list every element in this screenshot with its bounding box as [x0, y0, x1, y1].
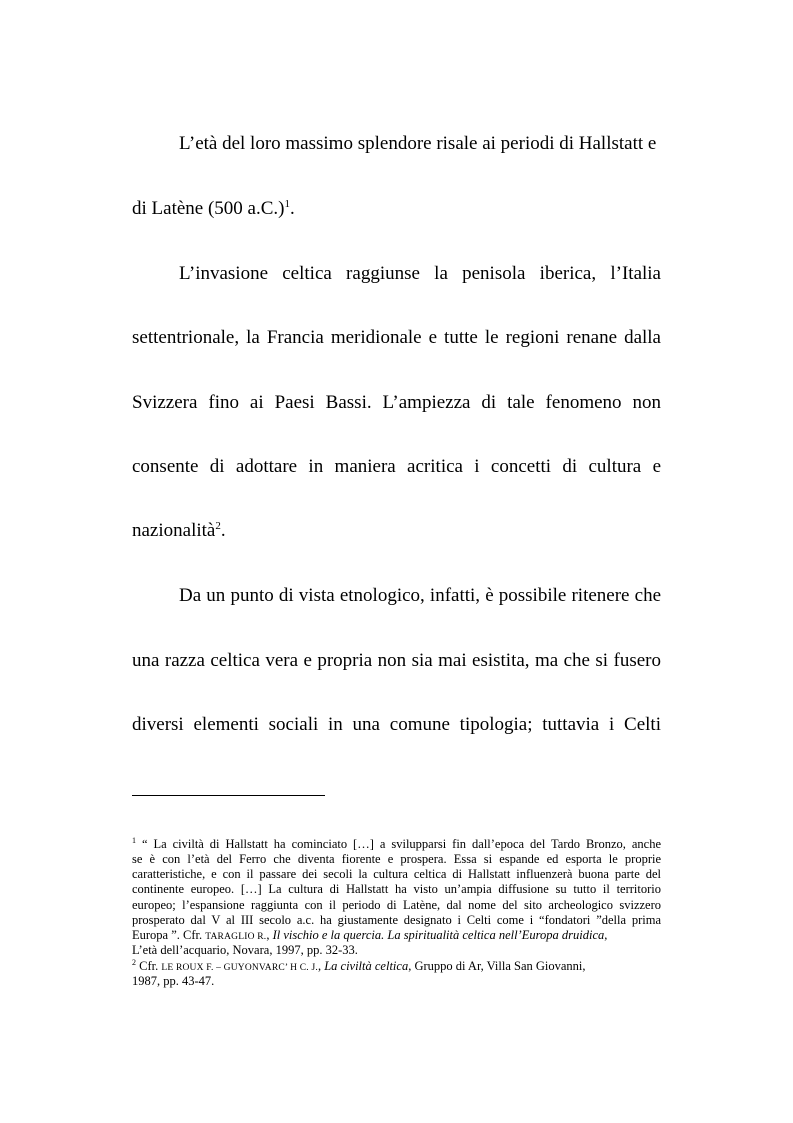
footnote-author: LE ROUX F. – GUYONVARC’ H C. J.	[161, 963, 318, 973]
footnote-1-line-1	[132, 837, 661, 852]
footnote-number-2: 2	[132, 958, 136, 967]
footnote-reference-1[interactable]: 1	[284, 198, 290, 210]
body-line-5: Svizzera fino ai Paesi Bassi. L’ampiezza di tale fenomeno non	[132, 392, 661, 413]
footnote-1-line-2: se è con l’età del Ferro che diventa fiorente e prospera. Essa si espande ed esporta le proprie	[132, 852, 661, 866]
body-line-2	[132, 198, 661, 220]
body-line-1: L’età del loro massimo splendore risale ai periodi di Hallstatt e	[179, 133, 657, 154]
body-line-3: L’invasione celtica raggiunse la penisola iberica, l’Italia	[179, 263, 661, 284]
footnote-text: , Gruppo di Ar, Villa San Giovanni,	[408, 959, 586, 973]
footnote-text: Cfr.	[136, 959, 162, 973]
footnote-text: ,	[604, 928, 608, 942]
footnote-1-line-6: prosperato dal V al III secolo a.c. ha giustamente designato i Celti come i “fondatori ”della prima	[132, 913, 661, 927]
footnote-text: ,	[266, 928, 273, 942]
footnote-book-title: La civiltà celtica	[324, 959, 409, 973]
footnote-text: ,	[317, 959, 325, 973]
footnote-book-title: Il vischio e la quercia. La spiritualità celtica nell’Europa druidica	[272, 928, 605, 942]
footnote-text: Europa ”. Cfr.	[132, 928, 206, 942]
body-text: nazionalità	[132, 520, 216, 541]
body-line-10: diversi elementi sociali in una comune tipologia; tuttavia i Celti	[132, 714, 661, 735]
footnote-author: TARAGLIO R.	[205, 932, 267, 942]
body-text: di Latène (500 a.C.)	[132, 198, 285, 219]
footnote-separator	[132, 795, 325, 796]
footnote-2-line-2: 1987, pp. 43-47.	[132, 974, 215, 988]
footnote-number-1: 1	[132, 836, 136, 845]
body-line-4: settentrionale, la Francia meridionale e tutte le regioni renane dalla	[132, 327, 661, 348]
footnote-1-line-8: L’età dell’acquario, Novara, 1997, pp. 32-33.	[132, 943, 358, 957]
footnote-1-line-5: europeo; l’espansione raggiunta con il periodo di Latène, dal nome del sito archeologico svizzero	[132, 898, 661, 912]
footnote-reference-2[interactable]: 2	[215, 520, 221, 532]
body-line-7	[132, 520, 661, 542]
body-text: .	[289, 198, 295, 219]
footnote-1-line-4: continente europeo. […] La cultura di Hallstatt ha visto un’ampia diffusione su tutto il territorio	[132, 882, 661, 896]
body-line-9: una razza celtica vera e propria non sia mai esistita, ma che si fusero	[132, 650, 661, 671]
footnote-text: “ La civiltà di Hallstatt ha cominciato […] a svilupparsi fin dall’epoca del Tardo Bronzo, anche	[136, 837, 661, 851]
body-line-8: Da un punto di vista etnologico, infatti, è possibile ritenere che	[179, 585, 661, 606]
body-text: .	[220, 520, 226, 541]
body-line-6: consente di adottare in maniera acritica i concetti di cultura e	[132, 456, 661, 477]
footnote-1-line-3: caratteristiche, e con il passare dei secoli la cultura celtica di Hallstatt influenzerà buona parte del	[132, 867, 661, 881]
